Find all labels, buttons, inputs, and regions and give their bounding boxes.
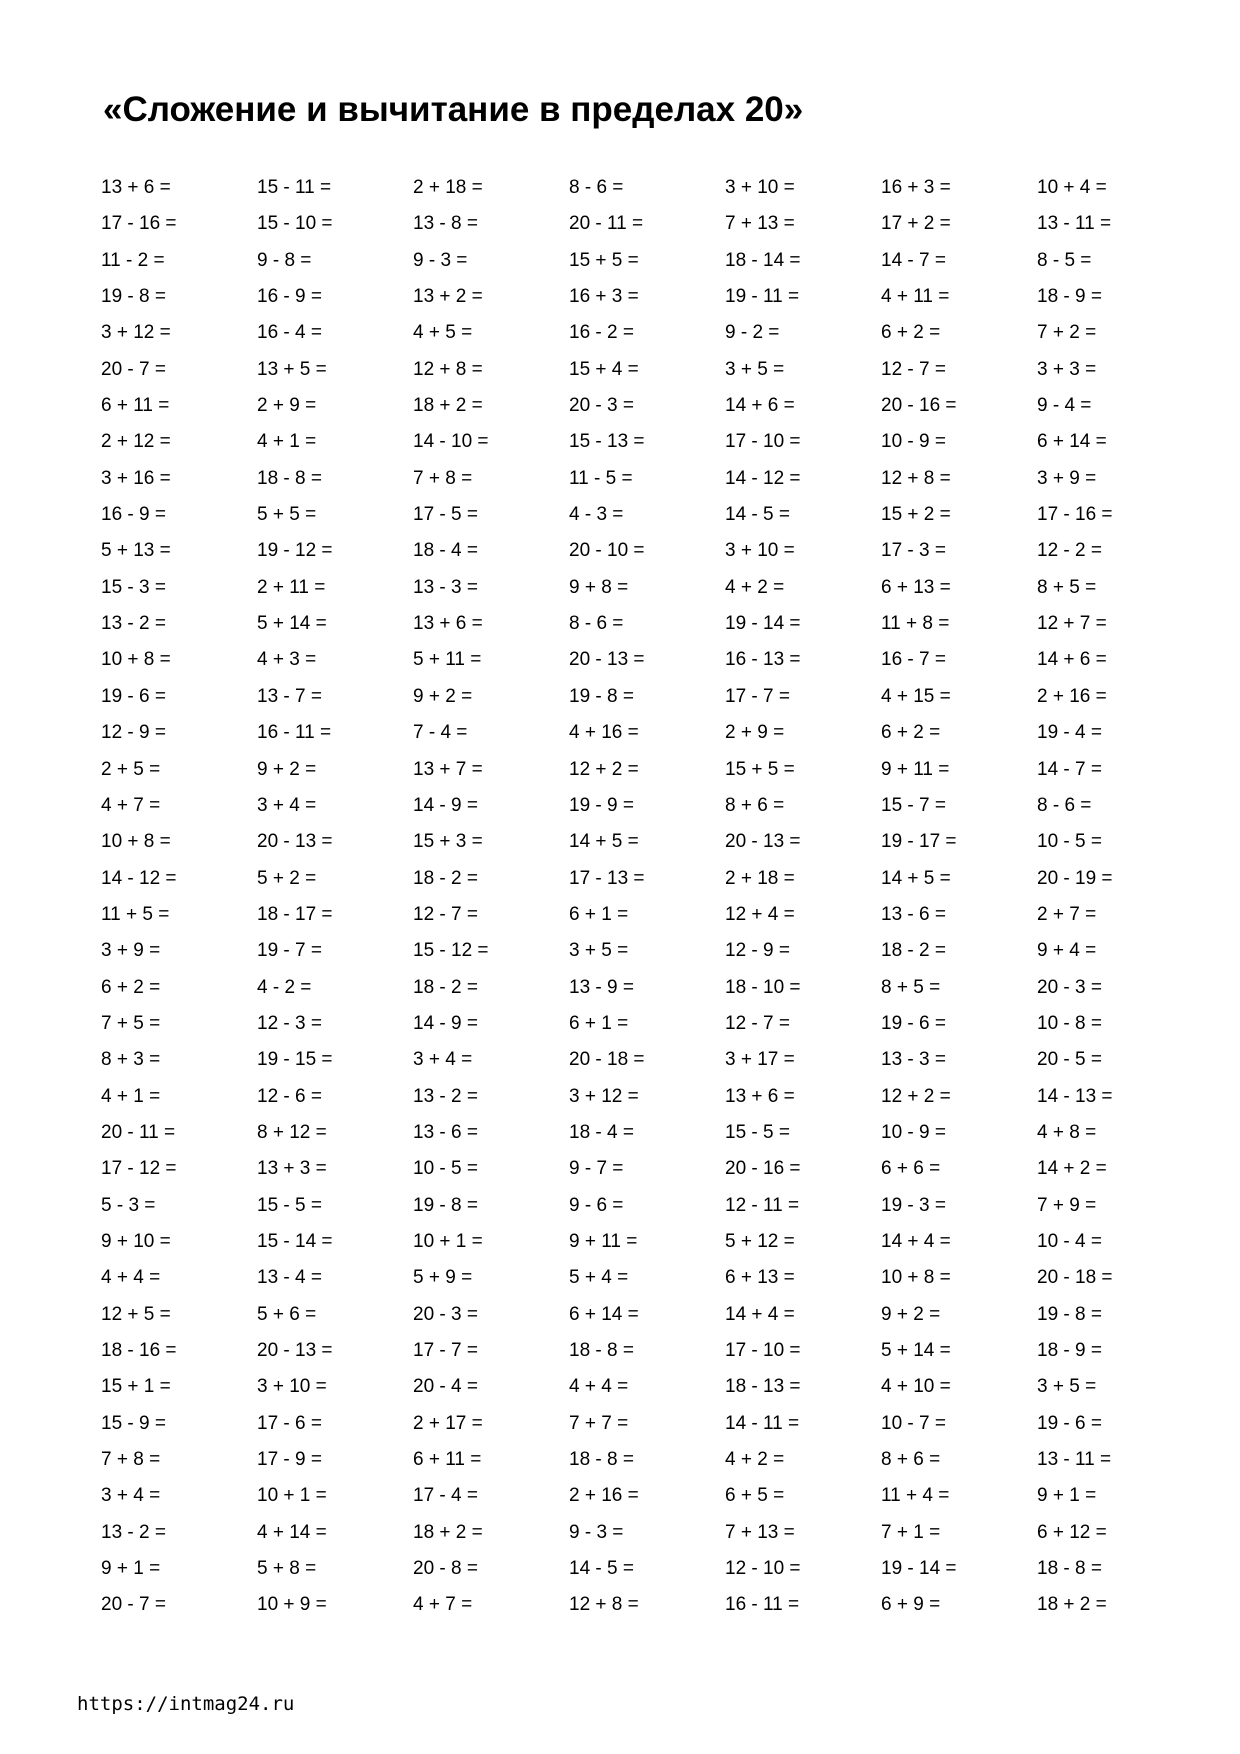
exercise-item: 16 - 9 =: [101, 504, 166, 526]
exercise-item: 12 + 7 =: [1037, 613, 1107, 635]
exercise-item: 12 - 7 =: [413, 903, 478, 925]
exercise-item: 13 - 11 =: [1037, 1449, 1112, 1471]
exercise-item: 20 - 8 =: [413, 1558, 478, 1580]
exercise-item: 19 - 9 =: [569, 794, 634, 816]
footer-url: https://intmag24.ru: [77, 1693, 295, 1715]
exercise-item: 9 + 2 =: [413, 685, 473, 707]
exercise-item: 18 - 13 =: [725, 1376, 801, 1398]
exercise-item: 18 - 8 =: [1037, 1558, 1102, 1580]
exercise-item: 2 + 7 =: [1037, 903, 1097, 925]
exercise-item: 13 - 4 =: [257, 1267, 322, 1289]
exercise-item: 14 - 5 =: [569, 1558, 634, 1580]
exercise-item: 10 - 9 =: [881, 1121, 946, 1143]
exercise-item: 17 - 16 =: [101, 213, 177, 235]
exercise-item: 19 - 14 =: [725, 613, 801, 635]
exercise-item: 14 - 10 =: [413, 431, 489, 453]
exercise-item: 7 + 7 =: [569, 1412, 629, 1434]
exercise-item: 8 - 6 =: [1037, 794, 1092, 816]
exercise-item: 5 + 8 =: [257, 1558, 317, 1580]
exercise-item: 15 + 3 =: [413, 831, 483, 853]
exercise-item: 14 + 6 =: [725, 395, 795, 417]
exercise-item: 4 + 8 =: [1037, 1121, 1097, 1143]
exercise-item: 18 - 8 =: [569, 1449, 634, 1471]
exercise-item: 18 + 2 =: [1037, 1594, 1107, 1616]
exercise-item: 17 - 16 =: [1037, 504, 1113, 526]
exercise-item: 12 + 4 =: [725, 903, 795, 925]
exercise-item: 20 - 18 =: [569, 1049, 645, 1071]
exercise-item: 12 + 8 =: [413, 358, 483, 380]
exercise-item: 4 + 10 =: [881, 1376, 951, 1398]
exercise-item: 16 - 9 =: [257, 286, 322, 308]
exercise-item: 14 + 4 =: [881, 1230, 951, 1252]
exercise-item: 13 - 3 =: [413, 576, 478, 598]
exercise-grid: [101, 170, 1211, 1624]
exercise-item: 15 + 1 =: [101, 1376, 171, 1398]
exercise-item: 16 + 3 =: [881, 177, 951, 198]
exercise-item: 18 - 10 =: [725, 976, 801, 998]
exercise-item: 20 - 16 =: [725, 1158, 801, 1180]
exercise-item: 18 - 2 =: [413, 976, 478, 998]
exercise-item: 7 - 4 =: [413, 722, 468, 744]
exercise-item: 12 + 8 =: [569, 1594, 639, 1616]
exercise-item: 18 - 8 =: [257, 467, 322, 489]
exercise-item: 20 - 13 =: [569, 649, 645, 671]
exercise-item: 11 + 8 =: [881, 613, 950, 635]
exercise-item: 17 - 13 =: [569, 867, 645, 889]
exercise-item: 19 - 12 =: [257, 540, 333, 562]
exercise-item: 8 - 6 =: [569, 613, 624, 635]
exercise-item: 15 - 14 =: [257, 1230, 333, 1252]
exercise-item: 14 - 11 =: [725, 1412, 800, 1434]
exercise-item: 10 + 4 =: [1037, 177, 1107, 198]
exercise-item: 9 - 3 =: [413, 249, 468, 271]
exercise-item: 2 + 16 =: [569, 1485, 639, 1507]
exercise-item: 6 + 1 =: [569, 903, 629, 925]
exercise-item: 11 + 4 =: [881, 1485, 950, 1507]
exercise-item: 20 - 3 =: [1037, 976, 1102, 998]
exercise-item: 8 - 6 =: [569, 177, 624, 198]
exercise-item: 19 - 8 =: [1037, 1303, 1102, 1325]
exercise-item: 6 + 5 =: [725, 1485, 785, 1507]
exercise-item: 5 + 11 =: [413, 649, 482, 671]
exercise-item: 18 - 9 =: [1037, 1340, 1102, 1361]
exercise-item: 20 - 13 =: [257, 831, 333, 853]
exercise-item: 6 + 14 =: [569, 1303, 639, 1325]
exercise-item: 17 - 6 =: [257, 1412, 322, 1434]
exercise-item: 11 + 5 =: [101, 903, 170, 925]
exercise-item: 12 + 2 =: [881, 1085, 951, 1107]
exercise-item: 16 + 3 =: [569, 286, 639, 308]
exercise-item: 13 + 3 =: [257, 1158, 327, 1180]
exercise-item: 20 - 3 =: [569, 395, 634, 417]
exercise-item: 3 + 12 =: [101, 322, 171, 344]
exercise-item: 4 + 16 =: [569, 722, 639, 744]
exercise-item: 13 + 6 =: [725, 1085, 795, 1107]
exercise-item: 19 - 7 =: [257, 940, 322, 962]
exercise-item: 20 - 10 =: [569, 540, 645, 562]
exercise-item: 9 - 2 =: [725, 322, 780, 344]
exercise-item: 6 + 13 =: [725, 1267, 795, 1289]
exercise-item: 14 + 5 =: [881, 867, 951, 889]
exercise-item: 3 + 5 =: [569, 940, 629, 962]
exercise-item: 12 - 7 =: [881, 358, 946, 380]
exercise-item: 9 - 6 =: [569, 1194, 624, 1216]
exercise-item: 19 - 17 =: [881, 831, 957, 853]
exercise-item: 12 - 10 =: [725, 1558, 801, 1580]
exercise-item: 3 + 5 =: [725, 358, 785, 380]
exercise-item: 9 + 2 =: [257, 758, 317, 780]
exercise-item: 4 + 1 =: [257, 431, 317, 453]
exercise-item: 6 + 1 =: [569, 1012, 629, 1034]
exercise-item: 17 + 2 =: [881, 213, 951, 235]
exercise-item: 10 - 7 =: [881, 1412, 946, 1434]
exercise-item: 4 + 2 =: [725, 576, 785, 598]
exercise-item: 13 + 5 =: [257, 358, 327, 380]
exercise-item: 10 + 8 =: [101, 649, 171, 671]
exercise-item: 7 + 13 =: [725, 213, 795, 235]
exercise-item: 14 - 13 =: [1037, 1085, 1113, 1107]
exercise-item: 9 + 11 =: [881, 758, 950, 780]
exercise-item: 19 - 6 =: [101, 685, 166, 707]
exercise-item: 15 - 9 =: [101, 1412, 166, 1434]
exercise-item: 17 - 12 =: [101, 1158, 177, 1180]
exercise-item: 17 - 7 =: [413, 1340, 478, 1361]
exercise-item: 13 - 2 =: [101, 613, 166, 635]
exercise-item: 19 - 6 =: [1037, 1412, 1102, 1434]
exercise-item: 20 - 3 =: [413, 1303, 478, 1325]
exercise-item: 5 + 12 =: [725, 1230, 795, 1252]
exercise-item: 15 + 2 =: [881, 504, 951, 526]
exercise-item: 18 - 8 =: [569, 1340, 634, 1361]
exercise-item: 12 - 9 =: [725, 940, 790, 962]
exercise-item: 4 + 15 =: [881, 685, 951, 707]
exercise-item: 3 + 3 =: [1037, 358, 1097, 380]
exercise-item: 18 + 2 =: [413, 395, 483, 417]
exercise-item: 8 + 5 =: [1037, 576, 1097, 598]
exercise-item: 2 + 11 =: [257, 576, 326, 598]
exercise-item: 9 - 7 =: [569, 1158, 624, 1180]
exercise-item: 19 - 11 =: [725, 286, 800, 308]
exercise-item: 9 + 1 =: [1037, 1485, 1097, 1507]
exercise-item: 19 - 8 =: [101, 286, 166, 308]
exercise-item: 10 + 1 =: [257, 1485, 327, 1507]
exercise-item: 3 + 16 =: [101, 467, 171, 489]
exercise-item: 18 - 4 =: [569, 1121, 634, 1143]
exercise-item: 15 - 12 =: [413, 940, 489, 962]
exercise-item: 9 + 10 =: [101, 1230, 171, 1252]
exercise-item: 15 - 13 =: [569, 431, 645, 453]
exercise-item: 2 + 5 =: [101, 758, 161, 780]
exercise-item: 2 + 9 =: [257, 395, 317, 417]
exercise-item: 13 + 6 =: [101, 177, 171, 198]
exercise-item: 12 + 8 =: [881, 467, 951, 489]
exercise-item: 4 + 4 =: [101, 1267, 161, 1289]
exercise-item: 20 - 16 =: [881, 395, 957, 417]
exercise-item: 20 - 7 =: [101, 358, 166, 380]
exercise-item: 2 + 18 =: [725, 867, 795, 889]
exercise-item: 13 - 11 =: [1037, 213, 1112, 235]
exercise-item: 14 - 9 =: [413, 794, 478, 816]
exercise-item: 13 - 8 =: [413, 213, 478, 235]
exercise-item: 8 + 5 =: [881, 976, 941, 998]
exercise-item: 6 + 2 =: [881, 322, 941, 344]
exercise-item: 12 - 2 =: [1037, 540, 1102, 562]
exercise-item: 17 - 3 =: [881, 540, 946, 562]
exercise-item: 3 + 12 =: [569, 1085, 639, 1107]
exercise-item: 15 - 11 =: [257, 177, 332, 198]
exercise-item: 15 - 5 =: [257, 1194, 322, 1216]
exercise-item: 2 + 12 =: [101, 431, 171, 453]
exercise-item: 5 + 2 =: [257, 867, 317, 889]
exercise-item: 5 + 5 =: [257, 504, 317, 526]
exercise-item: 2 + 9 =: [725, 722, 785, 744]
exercise-item: 9 - 4 =: [1037, 395, 1092, 417]
exercise-item: 9 + 1 =: [101, 1558, 161, 1580]
exercise-item: 10 + 8 =: [101, 831, 171, 853]
exercise-item: 5 - 3 =: [101, 1194, 156, 1216]
exercise-item: 10 - 5 =: [413, 1158, 478, 1180]
exercise-item: 18 - 4 =: [413, 540, 478, 562]
exercise-item: 10 + 9 =: [257, 1594, 327, 1616]
exercise-item: 8 + 6 =: [725, 794, 785, 816]
exercise-item: 18 - 17 =: [257, 903, 333, 925]
exercise-item: 13 + 6 =: [413, 613, 483, 635]
exercise-item: 20 - 19 =: [1037, 867, 1113, 889]
exercise-item: 13 - 3 =: [881, 1049, 946, 1071]
exercise-item: 8 + 3 =: [101, 1049, 161, 1071]
exercise-item: 13 - 9 =: [569, 976, 634, 998]
exercise-item: 15 + 5 =: [725, 758, 795, 780]
exercise-item: 16 - 4 =: [257, 322, 322, 344]
exercise-item: 4 + 3 =: [257, 649, 317, 671]
exercise-item: 13 - 2 =: [101, 1521, 166, 1543]
exercise-item: 3 + 9 =: [101, 940, 161, 962]
page-title: «Сложение и вычитание в пределах 20»: [103, 90, 804, 129]
exercise-item: 18 - 14 =: [725, 249, 801, 271]
exercise-item: 16 - 11 =: [725, 1594, 800, 1616]
exercise-item: 20 - 4 =: [413, 1376, 478, 1398]
exercise-item: 5 + 6 =: [257, 1303, 317, 1325]
exercise-item: 7 + 2 =: [1037, 322, 1097, 344]
exercise-item: 14 + 5 =: [569, 831, 639, 853]
exercise-item: 12 - 7 =: [725, 1012, 790, 1034]
exercise-item: 4 + 7 =: [101, 794, 161, 816]
exercise-item: 3 + 10 =: [257, 1376, 327, 1398]
exercise-item: 13 - 7 =: [257, 685, 322, 707]
exercise-item: 4 - 3 =: [569, 504, 624, 526]
exercise-item: 4 + 5 =: [413, 322, 473, 344]
exercise-item: 12 + 5 =: [101, 1303, 171, 1325]
exercise-item: 16 - 7 =: [881, 649, 946, 671]
exercise-item: 3 + 10 =: [725, 177, 795, 198]
exercise-item: 5 + 14 =: [257, 613, 327, 635]
exercise-item: 6 + 2 =: [881, 722, 941, 744]
exercise-item: 2 + 17 =: [413, 1412, 483, 1434]
exercise-item: 7 + 13 =: [725, 1521, 795, 1543]
exercise-item: 6 + 12 =: [1037, 1521, 1107, 1543]
exercise-item: 8 + 12 =: [257, 1121, 327, 1143]
exercise-item: 14 - 9 =: [413, 1012, 478, 1034]
exercise-item: 18 - 2 =: [413, 867, 478, 889]
exercise-item: 7 + 8 =: [101, 1449, 161, 1471]
exercise-item: 7 + 8 =: [413, 467, 473, 489]
exercise-item: 15 + 4 =: [569, 358, 639, 380]
exercise-item: 2 + 18 =: [413, 177, 483, 198]
exercise-item: 12 - 11 =: [725, 1194, 800, 1216]
exercise-item: 13 + 2 =: [413, 286, 483, 308]
exercise-item: 19 - 8 =: [413, 1194, 478, 1216]
exercise-item: 18 - 2 =: [881, 940, 946, 962]
exercise-item: 3 + 4 =: [101, 1485, 161, 1507]
exercise-item: 4 + 2 =: [725, 1449, 785, 1471]
exercise-item: 15 - 7 =: [881, 794, 946, 816]
exercise-item: 6 + 11 =: [101, 395, 170, 417]
exercise-item: 14 - 7 =: [881, 249, 946, 271]
exercise-item: 15 - 5 =: [725, 1121, 790, 1143]
exercise-item: 19 - 6 =: [881, 1012, 946, 1034]
exercise-item: 5 + 4 =: [569, 1267, 629, 1289]
exercise-item: 2 + 16 =: [1037, 685, 1107, 707]
exercise-item: 4 + 14 =: [257, 1521, 327, 1543]
exercise-item: 20 - 11 =: [569, 213, 644, 235]
exercise-item: 6 + 13 =: [881, 576, 951, 598]
exercise-item: 17 - 10 =: [725, 1340, 801, 1361]
exercise-item: 6 + 9 =: [881, 1594, 941, 1616]
exercise-item: 14 + 4 =: [725, 1303, 795, 1325]
exercise-item: 3 + 5 =: [1037, 1376, 1097, 1398]
exercise-item: 7 + 9 =: [1037, 1194, 1097, 1216]
exercise-item: 20 - 18 =: [1037, 1267, 1113, 1289]
exercise-item: 14 - 7 =: [1037, 758, 1102, 780]
exercise-item: 12 - 9 =: [101, 722, 166, 744]
exercise-item: 10 - 8 =: [1037, 1012, 1102, 1034]
exercise-item: 19 - 4 =: [1037, 722, 1102, 744]
exercise-item: 16 - 2 =: [569, 322, 634, 344]
exercise-item: 6 + 6 =: [881, 1158, 941, 1180]
exercise-item: 10 - 4 =: [1037, 1230, 1102, 1252]
exercise-item: 5 + 9 =: [413, 1267, 473, 1289]
exercise-item: 3 + 9 =: [1037, 467, 1097, 489]
exercise-item: 3 + 17 =: [725, 1049, 795, 1071]
exercise-item: 13 - 2 =: [413, 1085, 478, 1107]
exercise-item: 13 - 6 =: [413, 1121, 478, 1143]
exercise-item: 6 + 2 =: [101, 976, 161, 998]
exercise-item: 4 - 2 =: [257, 976, 312, 998]
exercise-item: 19 - 15 =: [257, 1049, 333, 1071]
exercise-item: 8 + 6 =: [881, 1449, 941, 1471]
exercise-item: 18 - 9 =: [1037, 286, 1102, 308]
exercise-item: 12 - 3 =: [257, 1012, 322, 1034]
exercise-item: 4 + 11 =: [881, 286, 950, 308]
exercise-item: 10 + 1 =: [413, 1230, 483, 1252]
exercise-item: 17 - 10 =: [725, 431, 801, 453]
exercise-item: 3 + 10 =: [725, 540, 795, 562]
exercise-item: 17 - 9 =: [257, 1449, 322, 1471]
exercise-item: 19 - 14 =: [881, 1558, 957, 1580]
exercise-item: 12 - 6 =: [257, 1085, 322, 1107]
exercise-item: 10 - 5 =: [1037, 831, 1102, 853]
exercise-item: 15 - 10 =: [257, 213, 333, 235]
exercise-item: 18 + 2 =: [413, 1521, 483, 1543]
exercise-item: 4 + 4 =: [569, 1376, 629, 1398]
exercise-item: 6 + 11 =: [413, 1449, 482, 1471]
exercise-item: 4 + 7 =: [413, 1594, 473, 1616]
exercise-item: 9 + 8 =: [569, 576, 629, 598]
exercise-item: 13 - 6 =: [881, 903, 946, 925]
exercise-item: 19 - 8 =: [569, 685, 634, 707]
exercise-item: 20 - 13 =: [725, 831, 801, 853]
exercise-item: 14 + 2 =: [1037, 1158, 1107, 1180]
exercise-item: 5 + 13 =: [101, 540, 171, 562]
exercise-item: 13 + 7 =: [413, 758, 483, 780]
exercise-item: 19 - 3 =: [881, 1194, 946, 1216]
exercise-item: 9 + 4 =: [1037, 940, 1097, 962]
exercise-item: 17 - 7 =: [725, 685, 790, 707]
exercise-item: 14 - 12 =: [101, 867, 177, 889]
exercise-item: 20 - 7 =: [101, 1594, 166, 1616]
exercise-item: 9 - 8 =: [257, 249, 312, 271]
exercise-item: 7 + 5 =: [101, 1012, 161, 1034]
exercise-item: 20 - 5 =: [1037, 1049, 1102, 1071]
exercise-item: 11 - 5 =: [569, 467, 633, 489]
exercise-item: 15 + 5 =: [569, 249, 639, 271]
exercise-item: 18 - 16 =: [101, 1340, 177, 1361]
exercise-item: 9 + 2 =: [881, 1303, 941, 1325]
exercise-item: 14 + 6 =: [1037, 649, 1107, 671]
exercise-item: 8 - 5 =: [1037, 249, 1092, 271]
exercise-item: 16 - 11 =: [257, 722, 332, 744]
exercise-item: 14 - 5 =: [725, 504, 790, 526]
exercise-item: 20 - 11 =: [101, 1121, 176, 1143]
exercise-item: 9 + 11 =: [569, 1230, 638, 1252]
exercise-item: 17 - 5 =: [413, 504, 478, 526]
exercise-item: 3 + 4 =: [413, 1049, 473, 1071]
exercise-item: 5 + 14 =: [881, 1340, 951, 1361]
exercise-item: 4 + 1 =: [101, 1085, 161, 1107]
exercise-item: 3 + 4 =: [257, 794, 317, 816]
exercise-item: 20 - 13 =: [257, 1340, 333, 1361]
exercise-item: 7 + 1 =: [881, 1521, 941, 1543]
exercise-item: 17 - 4 =: [413, 1485, 478, 1507]
exercise-item: 12 + 2 =: [569, 758, 639, 780]
exercise-item: 10 - 9 =: [881, 431, 946, 453]
exercise-item: 10 + 8 =: [881, 1267, 951, 1289]
exercise-item: 11 - 2 =: [101, 249, 165, 271]
exercise-item: 16 - 13 =: [725, 649, 801, 671]
exercise-item: 6 + 14 =: [1037, 431, 1107, 453]
exercise-item: 15 - 3 =: [101, 576, 166, 598]
exercise-item: 9 - 3 =: [569, 1521, 624, 1543]
exercise-item: 14 - 12 =: [725, 467, 801, 489]
